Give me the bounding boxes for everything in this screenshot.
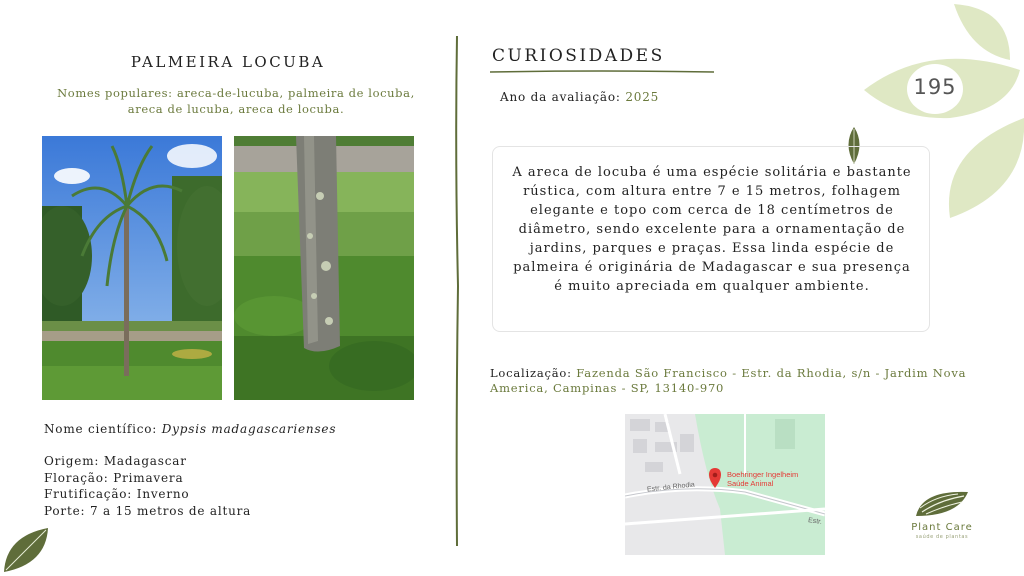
map-road-label: Estr. da Rhodia xyxy=(646,481,696,494)
map-place-label xyxy=(727,470,798,488)
leaf-decoration-bottom-left-icon xyxy=(0,524,52,576)
location-map[interactable] xyxy=(625,414,825,555)
flowering-label: Floração: xyxy=(44,470,109,485)
popular-names-line2: areca de lucuba, areca de locuba. xyxy=(127,102,345,116)
flowering-row xyxy=(44,470,251,487)
map-place-line2: Saúde Animal xyxy=(727,479,774,488)
size-value: 7 a 15 metros de altura xyxy=(89,503,252,518)
fruiting-label: Frutificação: xyxy=(44,487,133,501)
map-road-label-2: Estr. xyxy=(807,517,823,526)
plant-title: PALMEIRA LOCUBA xyxy=(130,53,326,71)
brand-name: Plant Care xyxy=(911,522,973,533)
vertical-divider xyxy=(452,36,462,546)
fruiting-row xyxy=(44,486,251,503)
flowering-value: Primavera xyxy=(113,470,184,485)
description-text: A areca de locuba é uma espécie solitária e bastante rústica, com altura entre 7 e 15 metros, folhagem elegante e topo com cerca de 18 centímetros de diâmetro, sendo excelente para a ornamentação de jardins, parques e praças. Essa linda espécie de palmeira é originária de Madagascar e sua presença é muito apreciada em qualquer ambiente. xyxy=(512,165,912,294)
plant-facts xyxy=(44,453,251,519)
location-line1: Fazenda São Francisco - Estr. da Rhodia, s/n - Jardim Nova xyxy=(576,366,967,380)
size-row xyxy=(44,503,251,520)
scientific-name-label: Nome científico: xyxy=(44,422,158,436)
origin-value: Madagascar xyxy=(103,454,187,468)
plant-care-logo-icon xyxy=(912,486,972,520)
scientific-name xyxy=(44,422,336,436)
map-place-line1: Boehringer Ingelheim xyxy=(727,470,799,479)
location-line2: America, Campinas - SP, 13140-970 xyxy=(490,381,725,395)
evaluation-year-value: 2025 xyxy=(625,90,660,104)
curiosities-title: CURIOSIDADES xyxy=(492,46,665,66)
location xyxy=(490,366,990,396)
origin-row xyxy=(44,453,251,470)
popular-names-line1: areca-de-lucuba, palmeira de locuba, xyxy=(176,86,415,100)
size-label: Porte: xyxy=(44,503,86,518)
leaf-decoration-top-right-icon xyxy=(860,0,1024,230)
palm-trunk-photo xyxy=(234,136,414,400)
evaluation-year xyxy=(500,90,659,104)
popular-names-label: Nomes populares: xyxy=(57,86,173,100)
scientific-name-value: Dypsis madagascarienses xyxy=(161,422,337,436)
brand-tagline: saúde de plantas xyxy=(915,534,969,540)
evaluation-year-label: Ano da avaliação: xyxy=(500,90,621,104)
origin-label: Origem: xyxy=(44,454,100,468)
curiosities-underline xyxy=(490,70,714,74)
fruiting-value: Inverno xyxy=(136,487,190,501)
palm-tree-photo xyxy=(42,136,222,400)
page-number: 195 xyxy=(913,75,957,99)
popular-names xyxy=(40,85,432,117)
location-label: Localização: xyxy=(490,366,572,380)
